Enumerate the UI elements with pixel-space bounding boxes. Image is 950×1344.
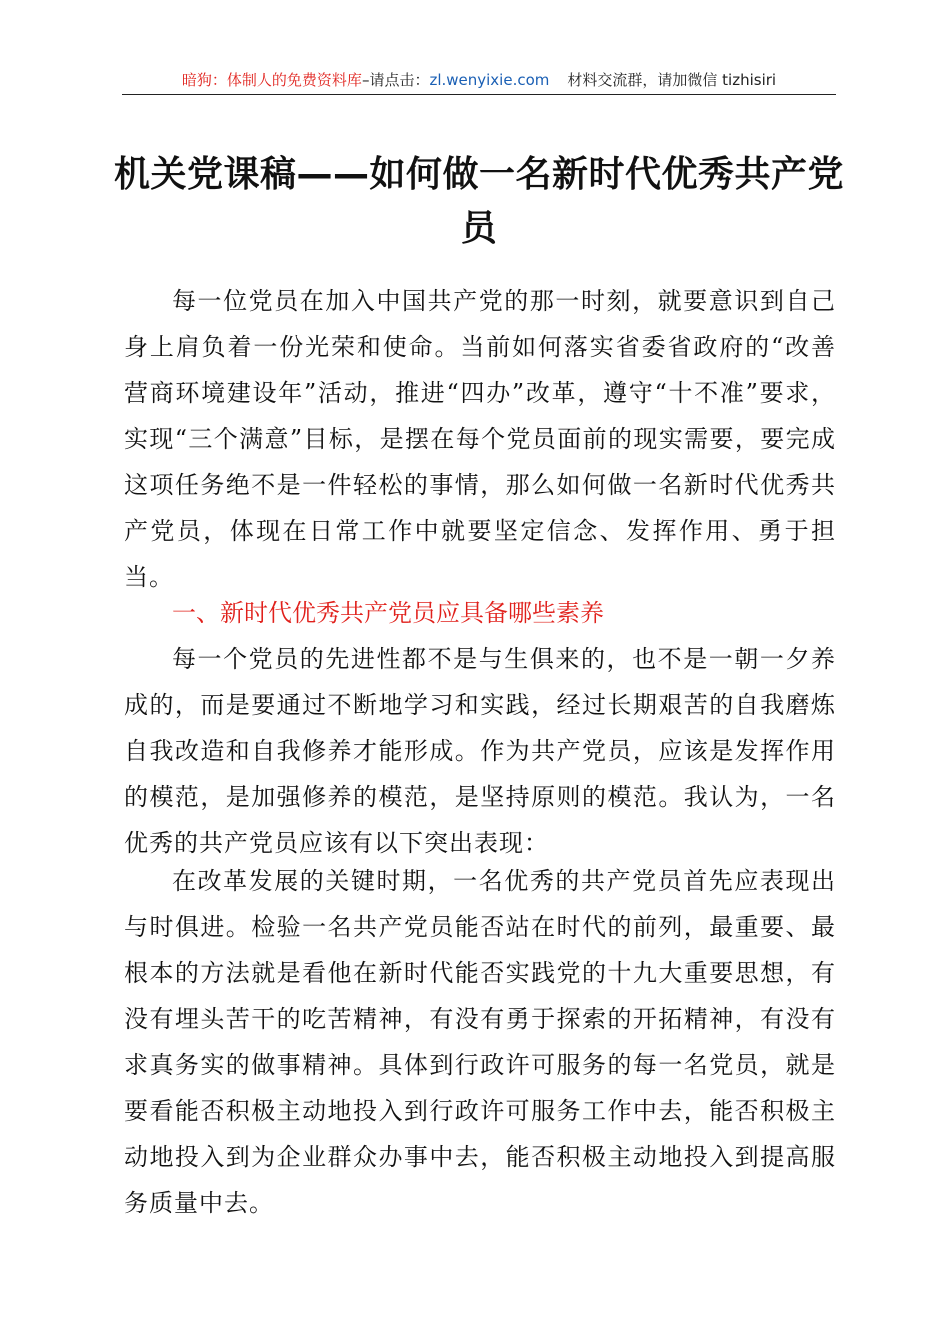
- document-title: 机关党课稿——如何做一名新时代优秀共产党员: [113, 154, 844, 249]
- header-brand-text: 暗狗：体制人的免费资料库: [181, 71, 362, 89]
- header-contact-text: 材料交流群，请加微信 tizhisiri: [567, 71, 777, 89]
- header-click-prompt: –请点击：: [361, 71, 430, 89]
- paragraph-intro: 每一位党员在加入中国共产党的那一时刻，就要意识到自己身上肩负着一份光荣和使命。当前如何落实省委省政府的“改善营商环境建设年”活动，推进“四办”改革，遵守“十不准”要求，实现“三个满意”目标，是摆在每个党员面前的现实需要，要完成这项任务绝不是一件轻松的事情，那么如何做一名新时代优秀共产党员，体现在日常工作中就要坚定信念、发挥作用、勇于担当。: [124, 287, 836, 591]
- header-url-link[interactable]: zl.wenyixie.com: [429, 71, 550, 89]
- section-heading-1: 一、新时代优秀共产党员应具备哪些素养: [172, 599, 604, 627]
- paragraph-qualities: 每一个党员的先进性都不是与生俱来的，也不是一朝一夕养成的，而是要通过不断地学习和实践，经过长期艰苦的自我磨炼自我改造和自我修养才能形成。作为共产党员，应该是发挥作用的模范，是加强修养的模范，是坚持原则的模范。我认为，一名优秀的共产党员应该有以下突出表现：: [124, 645, 836, 857]
- page-header-banner: [122, 70, 836, 95]
- paragraph-keep-pace: 在改革发展的关键时期，一名优秀的共产党员首先应表现出与时俱进。检验一名共产党员能否站在时代的前列，最重要、最根本的方法就是看他在新时代能否实践党的十九大重要思想，有没有埋头苦干的吃苦精神，有没有勇于探索的开拓精神，有没有求真务实的做事精神。具体到行政许可服务的每一名党员，就是要看能否积极主动地投入到行政许可服务工作中去，能否积极主动地投入到为企业群众办事中去，能否积极主动地投入到提高服务质量中去。: [124, 867, 836, 1217]
